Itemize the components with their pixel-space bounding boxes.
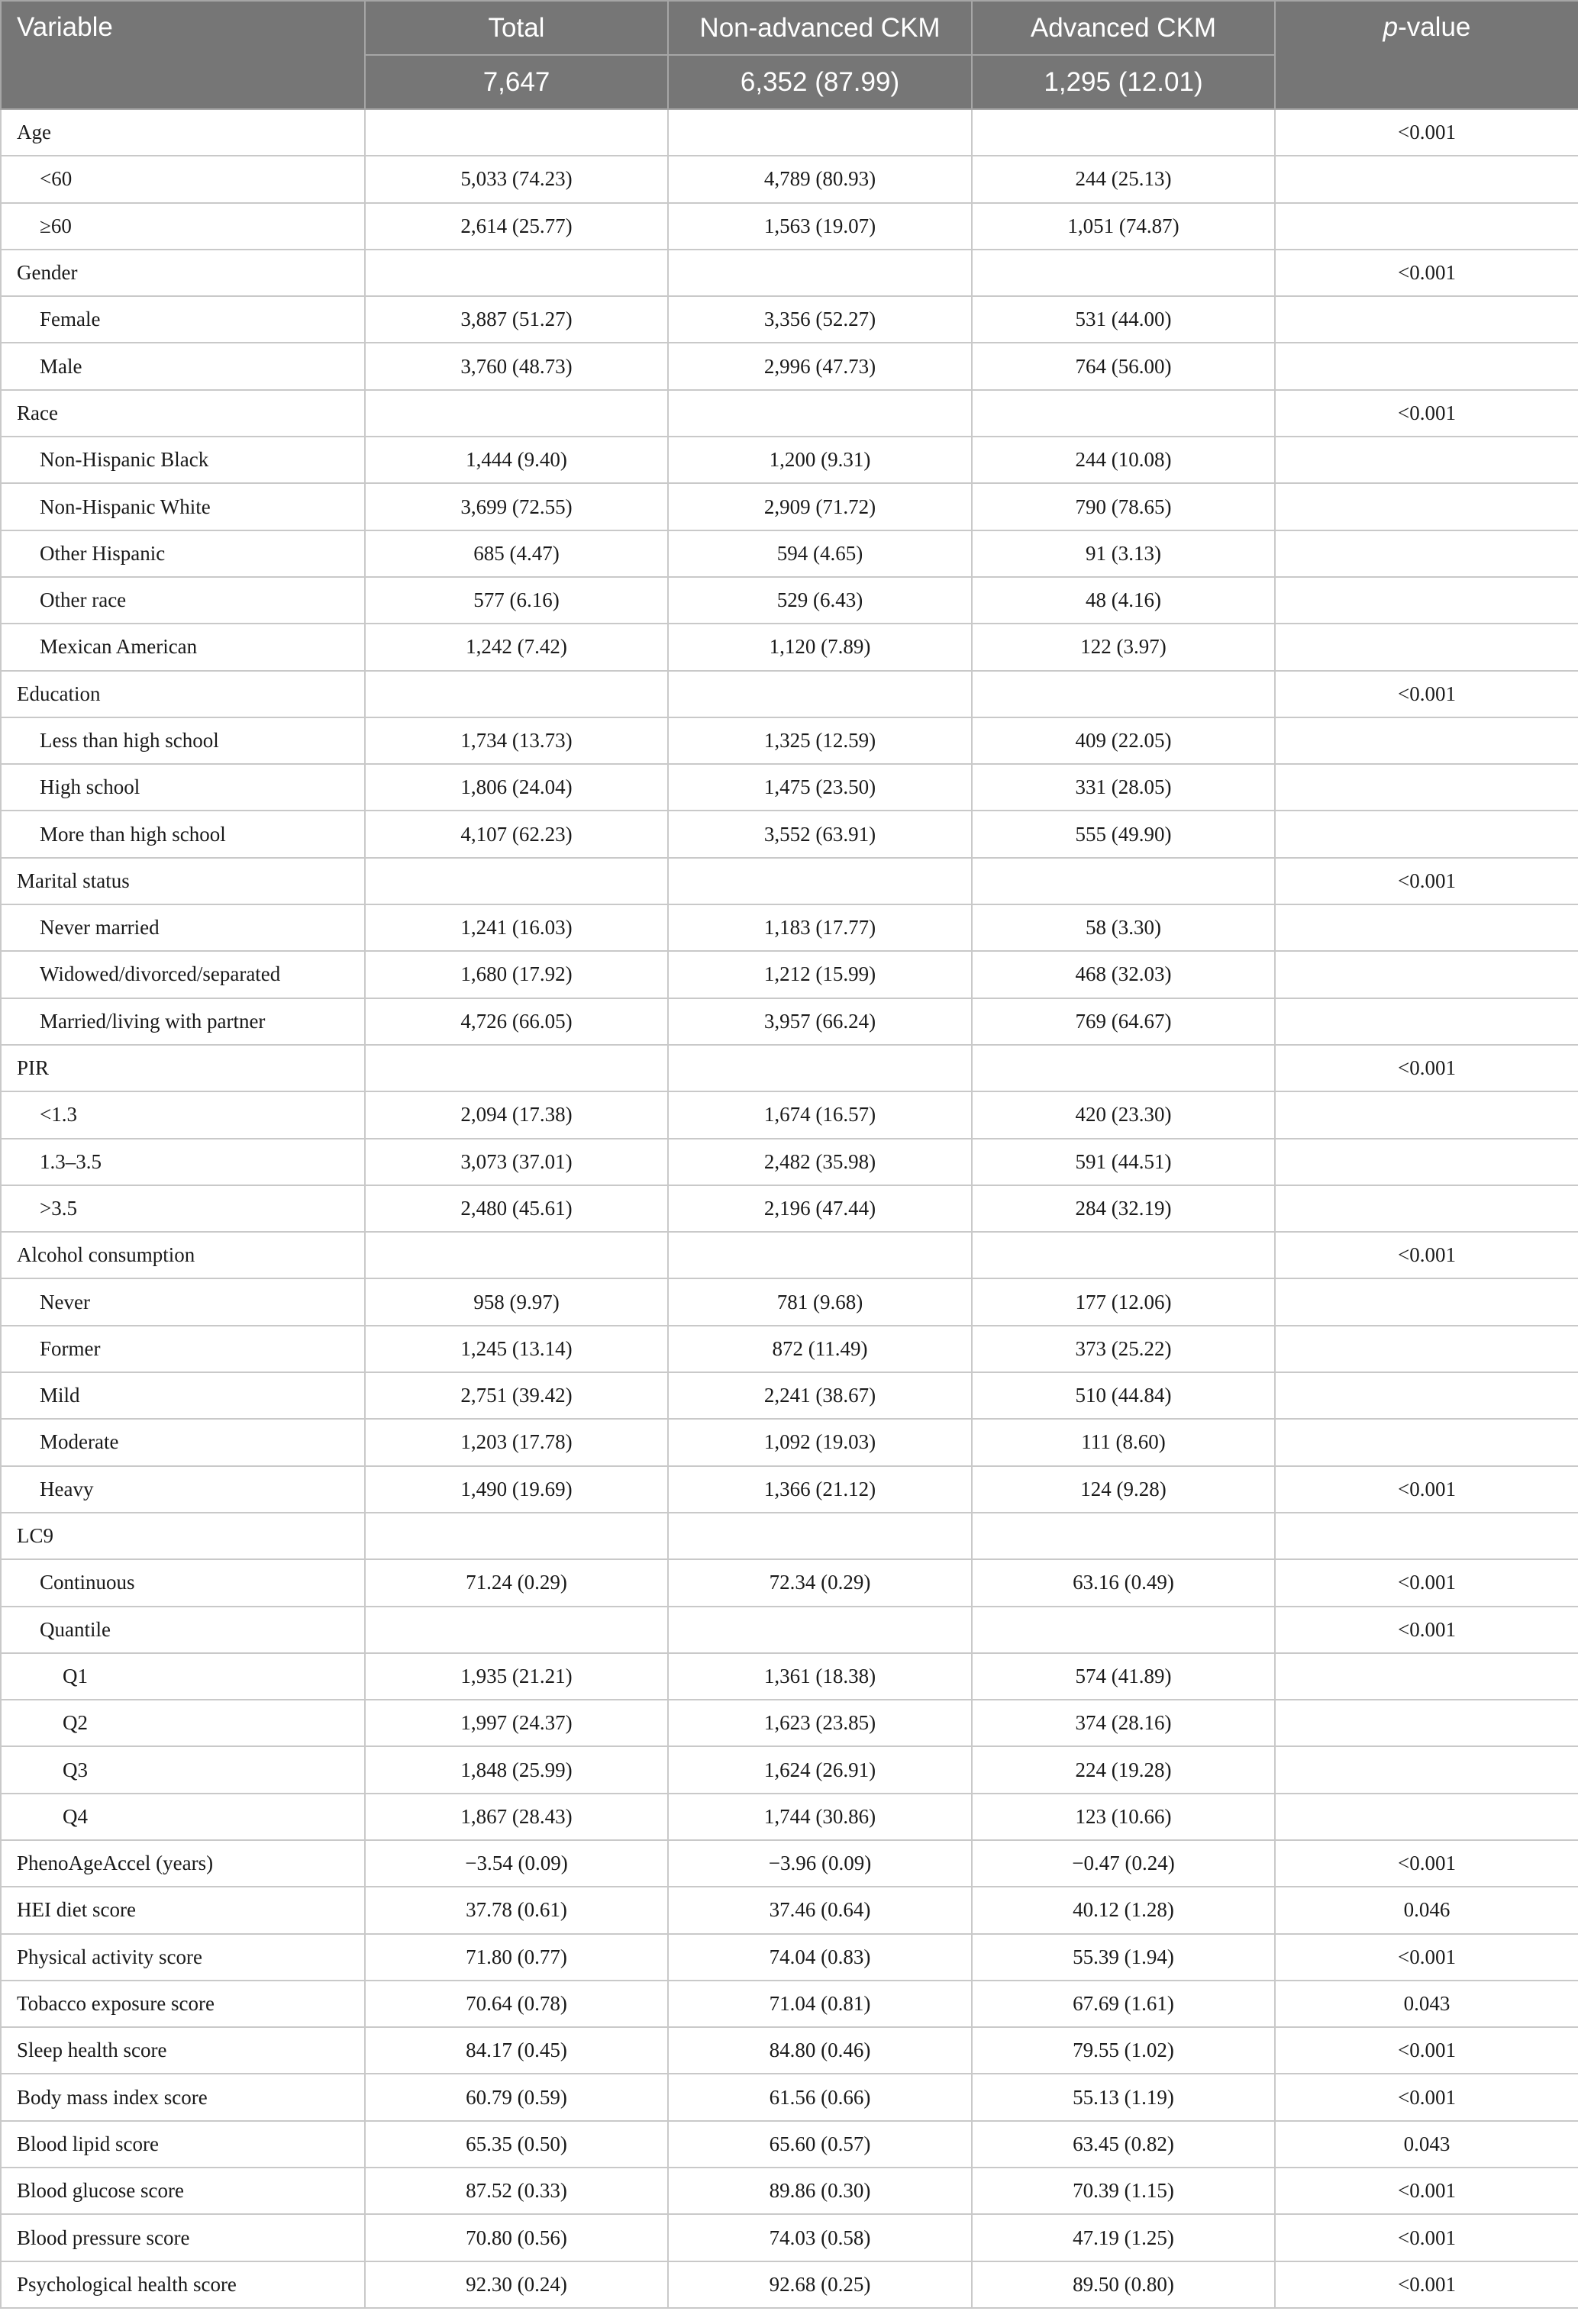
table-row bbox=[1, 530, 1578, 577]
row-label: Q2 bbox=[1, 1700, 365, 1746]
row-label: Education bbox=[1, 671, 365, 717]
table-row bbox=[1, 1372, 1578, 1419]
cell-advanced: 40.12 (1.28) bbox=[972, 1887, 1275, 1933]
table-row bbox=[1, 951, 1578, 998]
table-row bbox=[1, 1746, 1578, 1793]
cell-non-advanced: 3,356 (52.27) bbox=[668, 296, 972, 343]
table-row bbox=[1, 1466, 1578, 1513]
cell-total: 4,726 (66.05) bbox=[365, 998, 668, 1045]
cell-total bbox=[365, 1513, 668, 1559]
cell-total: 1,680 (17.92) bbox=[365, 951, 668, 998]
cell-total: 5,033 (74.23) bbox=[365, 156, 668, 202]
row-label: LC9 bbox=[1, 1513, 365, 1559]
header-p-rest: -value bbox=[1398, 12, 1471, 42]
header-variable: Variable bbox=[1, 1, 365, 109]
cell-non-advanced bbox=[668, 1607, 972, 1653]
cell-non-advanced: 2,909 (71.72) bbox=[668, 483, 972, 530]
cell-non-advanced: 1,563 (19.07) bbox=[668, 203, 972, 250]
cell-total: 1,245 (13.14) bbox=[365, 1326, 668, 1372]
cell-total: 4,107 (62.23) bbox=[365, 811, 668, 857]
row-label: Psychological health score bbox=[1, 2261, 365, 2308]
cell-total: 1,997 (24.37) bbox=[365, 1700, 668, 1746]
row-label: Widowed/divorced/separated bbox=[1, 951, 365, 998]
cell-advanced: 111 (8.60) bbox=[972, 1419, 1275, 1465]
table-row bbox=[1, 858, 1578, 904]
cell-total bbox=[365, 858, 668, 904]
header-n-advanced: 1,295 (12.01) bbox=[972, 55, 1275, 109]
table-row bbox=[1, 390, 1578, 437]
table-header bbox=[1, 1, 1578, 109]
cell-total: 60.79 (0.59) bbox=[365, 2074, 668, 2120]
cell-total: 1,734 (13.73) bbox=[365, 717, 668, 764]
table-row bbox=[1, 109, 1578, 156]
cell-p-value bbox=[1275, 1185, 1578, 1232]
cell-non-advanced: 4,789 (80.93) bbox=[668, 156, 972, 202]
cell-p-value bbox=[1275, 998, 1578, 1045]
cell-p-value bbox=[1275, 343, 1578, 389]
cell-non-advanced: 2,482 (35.98) bbox=[668, 1139, 972, 1185]
row-label: Less than high school bbox=[1, 717, 365, 764]
row-label: HEI diet score bbox=[1, 1887, 365, 1933]
table-row bbox=[1, 1232, 1578, 1278]
cell-total: 1,867 (28.43) bbox=[365, 1794, 668, 1840]
cell-advanced: 47.19 (1.25) bbox=[972, 2214, 1275, 2261]
table-row bbox=[1, 998, 1578, 1045]
cell-total: 84.17 (0.45) bbox=[365, 2027, 668, 2074]
table-row bbox=[1, 764, 1578, 811]
row-label: Tobacco exposure score bbox=[1, 1981, 365, 2027]
cell-total bbox=[365, 109, 668, 156]
cell-total bbox=[365, 1045, 668, 1091]
cell-advanced: 555 (49.90) bbox=[972, 811, 1275, 857]
row-label: <1.3 bbox=[1, 1091, 365, 1138]
row-label: Gender bbox=[1, 250, 365, 296]
cell-non-advanced: 1,183 (17.77) bbox=[668, 904, 972, 951]
cell-total: 2,480 (45.61) bbox=[365, 1185, 668, 1232]
cell-non-advanced: 1,212 (15.99) bbox=[668, 951, 972, 998]
cell-p-value bbox=[1275, 296, 1578, 343]
cell-p-value bbox=[1275, 624, 1578, 670]
cell-total bbox=[365, 671, 668, 717]
cell-total: 1,203 (17.78) bbox=[365, 1419, 668, 1465]
cell-advanced bbox=[972, 1045, 1275, 1091]
cell-advanced: 764 (56.00) bbox=[972, 343, 1275, 389]
table-row bbox=[1, 156, 1578, 202]
cell-total: 71.80 (0.77) bbox=[365, 1934, 668, 1981]
cell-advanced: 244 (25.13) bbox=[972, 156, 1275, 202]
cell-non-advanced bbox=[668, 671, 972, 717]
header-non-advanced: Non-advanced CKM bbox=[668, 1, 972, 55]
cell-p-value bbox=[1275, 904, 1578, 951]
table-row bbox=[1, 483, 1578, 530]
cell-p-value bbox=[1275, 1139, 1578, 1185]
cell-p-value bbox=[1275, 530, 1578, 577]
cell-advanced: 55.13 (1.19) bbox=[972, 2074, 1275, 2120]
row-label: PhenoAgeAccel (years) bbox=[1, 1840, 365, 1887]
table-row bbox=[1, 717, 1578, 764]
cell-total: 70.80 (0.56) bbox=[365, 2214, 668, 2261]
cell-p-value: <0.001 bbox=[1275, 250, 1578, 296]
cell-p-value: <0.001 bbox=[1275, 390, 1578, 437]
cell-p-value bbox=[1275, 1746, 1578, 1793]
cell-non-advanced: 1,120 (7.89) bbox=[668, 624, 972, 670]
cell-p-value: <0.001 bbox=[1275, 109, 1578, 156]
cell-advanced: 420 (23.30) bbox=[972, 1091, 1275, 1138]
cell-advanced bbox=[972, 1232, 1275, 1278]
row-label: Never married bbox=[1, 904, 365, 951]
cell-p-value bbox=[1275, 1653, 1578, 1700]
row-label: Q4 bbox=[1, 1794, 365, 1840]
cell-total: 1,444 (9.40) bbox=[365, 437, 668, 483]
cell-advanced bbox=[972, 390, 1275, 437]
cell-advanced bbox=[972, 1607, 1275, 1653]
cell-advanced: 55.39 (1.94) bbox=[972, 1934, 1275, 1981]
header-row-labels bbox=[1, 1, 1578, 55]
cell-non-advanced: 74.03 (0.58) bbox=[668, 2214, 972, 2261]
cell-non-advanced bbox=[668, 109, 972, 156]
cell-p-value: <0.001 bbox=[1275, 2214, 1578, 2261]
cell-total: 1,242 (7.42) bbox=[365, 624, 668, 670]
cell-non-advanced: 781 (9.68) bbox=[668, 1278, 972, 1325]
table-row bbox=[1, 1185, 1578, 1232]
cell-advanced: 531 (44.00) bbox=[972, 296, 1275, 343]
cell-non-advanced: 92.68 (0.25) bbox=[668, 2261, 972, 2308]
row-label: Former bbox=[1, 1326, 365, 1372]
cell-advanced: 67.69 (1.61) bbox=[972, 1981, 1275, 2027]
table-row bbox=[1, 1607, 1578, 1653]
cell-total: 958 (9.97) bbox=[365, 1278, 668, 1325]
cell-advanced: 122 (3.97) bbox=[972, 624, 1275, 670]
cell-p-value: <0.001 bbox=[1275, 1840, 1578, 1887]
cell-total: 577 (6.16) bbox=[365, 577, 668, 624]
header-p-value bbox=[1275, 1, 1578, 109]
row-label: Moderate bbox=[1, 1419, 365, 1465]
cell-advanced: 63.16 (0.49) bbox=[972, 1559, 1275, 1606]
cell-non-advanced: 2,196 (47.44) bbox=[668, 1185, 972, 1232]
table-row bbox=[1, 1700, 1578, 1746]
row-label: Marital status bbox=[1, 858, 365, 904]
cell-advanced: −0.47 (0.24) bbox=[972, 1840, 1275, 1887]
cell-p-value: 0.043 bbox=[1275, 1981, 1578, 2027]
row-label: Body mass index score bbox=[1, 2074, 365, 2120]
cell-total: 87.52 (0.33) bbox=[365, 2168, 668, 2214]
row-label: Blood glucose score bbox=[1, 2168, 365, 2214]
row-label: Race bbox=[1, 390, 365, 437]
cell-p-value bbox=[1275, 1326, 1578, 1372]
table-row bbox=[1, 1840, 1578, 1887]
header-n-total: 7,647 bbox=[365, 55, 668, 109]
cell-advanced: 58 (3.30) bbox=[972, 904, 1275, 951]
cell-advanced: 374 (28.16) bbox=[972, 1700, 1275, 1746]
cell-non-advanced: 37.46 (0.64) bbox=[668, 1887, 972, 1933]
cell-advanced: 373 (25.22) bbox=[972, 1326, 1275, 1372]
table-row bbox=[1, 577, 1578, 624]
cell-advanced bbox=[972, 250, 1275, 296]
header-total: Total bbox=[365, 1, 668, 55]
cell-advanced: 177 (12.06) bbox=[972, 1278, 1275, 1325]
cell-advanced bbox=[972, 1513, 1275, 1559]
header-n-non-advanced: 6,352 (87.99) bbox=[668, 55, 972, 109]
cell-non-advanced: 1,092 (19.03) bbox=[668, 1419, 972, 1465]
cell-non-advanced: 1,325 (12.59) bbox=[668, 717, 972, 764]
row-label: >3.5 bbox=[1, 1185, 365, 1232]
row-label: Never bbox=[1, 1278, 365, 1325]
cell-p-value: <0.001 bbox=[1275, 2027, 1578, 2074]
cell-non-advanced: 61.56 (0.66) bbox=[668, 2074, 972, 2120]
cell-total: 71.24 (0.29) bbox=[365, 1559, 668, 1606]
header-advanced: Advanced CKM bbox=[972, 1, 1275, 55]
table-row bbox=[1, 2027, 1578, 2074]
cell-total: 70.64 (0.78) bbox=[365, 1981, 668, 2027]
table-row bbox=[1, 1091, 1578, 1138]
cell-non-advanced: 2,996 (47.73) bbox=[668, 343, 972, 389]
cell-p-value: <0.001 bbox=[1275, 1232, 1578, 1278]
cell-advanced bbox=[972, 671, 1275, 717]
table-row bbox=[1, 624, 1578, 670]
table-row bbox=[1, 1326, 1578, 1372]
row-label: <60 bbox=[1, 156, 365, 202]
table-row bbox=[1, 904, 1578, 951]
cell-p-value bbox=[1275, 764, 1578, 811]
cell-non-advanced bbox=[668, 1232, 972, 1278]
table-row bbox=[1, 1045, 1578, 1091]
table-row bbox=[1, 671, 1578, 717]
row-label: Non-Hispanic White bbox=[1, 483, 365, 530]
row-label: Female bbox=[1, 296, 365, 343]
cell-non-advanced bbox=[668, 390, 972, 437]
cell-total: 1,935 (21.21) bbox=[365, 1653, 668, 1700]
table-row bbox=[1, 1559, 1578, 1606]
table-row bbox=[1, 437, 1578, 483]
cell-p-value: <0.001 bbox=[1275, 1607, 1578, 1653]
table-body bbox=[1, 109, 1578, 2308]
cell-advanced: 123 (10.66) bbox=[972, 1794, 1275, 1840]
row-label: Physical activity score bbox=[1, 1934, 365, 1981]
cell-advanced: 331 (28.05) bbox=[972, 764, 1275, 811]
cell-p-value bbox=[1275, 203, 1578, 250]
row-label: Age bbox=[1, 109, 365, 156]
cell-p-value bbox=[1275, 1278, 1578, 1325]
cell-non-advanced: 1,674 (16.57) bbox=[668, 1091, 972, 1138]
cell-total: 2,614 (25.77) bbox=[365, 203, 668, 250]
cell-p-value: <0.001 bbox=[1275, 2074, 1578, 2120]
cell-p-value bbox=[1275, 483, 1578, 530]
cell-non-advanced: 89.86 (0.30) bbox=[668, 2168, 972, 2214]
cell-advanced: 89.50 (0.80) bbox=[972, 2261, 1275, 2308]
cell-total: 3,887 (51.27) bbox=[365, 296, 668, 343]
table-row bbox=[1, 1653, 1578, 1700]
row-label: Continuous bbox=[1, 1559, 365, 1606]
cell-non-advanced: 3,957 (66.24) bbox=[668, 998, 972, 1045]
cell-total: 1,848 (25.99) bbox=[365, 1746, 668, 1793]
cell-total bbox=[365, 1232, 668, 1278]
cell-non-advanced: 2,241 (38.67) bbox=[668, 1372, 972, 1419]
cell-p-value: <0.001 bbox=[1275, 1934, 1578, 1981]
cell-p-value: <0.001 bbox=[1275, 2168, 1578, 2214]
cell-p-value: <0.001 bbox=[1275, 671, 1578, 717]
cell-advanced: 591 (44.51) bbox=[972, 1139, 1275, 1185]
cell-total: 1,806 (24.04) bbox=[365, 764, 668, 811]
cell-advanced bbox=[972, 109, 1275, 156]
cell-non-advanced: 1,624 (26.91) bbox=[668, 1746, 972, 1793]
cell-non-advanced: 594 (4.65) bbox=[668, 530, 972, 577]
cell-p-value: 0.043 bbox=[1275, 2121, 1578, 2168]
cell-advanced: 79.55 (1.02) bbox=[972, 2027, 1275, 2074]
cell-non-advanced bbox=[668, 1513, 972, 1559]
cell-advanced: 70.39 (1.15) bbox=[972, 2168, 1275, 2214]
cell-advanced: 48 (4.16) bbox=[972, 577, 1275, 624]
row-label: Other race bbox=[1, 577, 365, 624]
cell-p-value bbox=[1275, 1091, 1578, 1138]
cell-total bbox=[365, 390, 668, 437]
table-row bbox=[1, 2121, 1578, 2168]
cell-total: 37.78 (0.61) bbox=[365, 1887, 668, 1933]
cell-non-advanced: 65.60 (0.57) bbox=[668, 2121, 972, 2168]
row-label: Blood lipid score bbox=[1, 2121, 365, 2168]
cell-p-value: <0.001 bbox=[1275, 1466, 1578, 1513]
cell-non-advanced: 72.34 (0.29) bbox=[668, 1559, 972, 1606]
row-label: Mild bbox=[1, 1372, 365, 1419]
table-row bbox=[1, 1934, 1578, 1981]
cell-non-advanced: 3,552 (63.91) bbox=[668, 811, 972, 857]
cell-non-advanced: 1,475 (23.50) bbox=[668, 764, 972, 811]
row-label: Quantile bbox=[1, 1607, 365, 1653]
row-label: Q1 bbox=[1, 1653, 365, 1700]
cell-advanced: 224 (19.28) bbox=[972, 1746, 1275, 1793]
row-label: Married/living with partner bbox=[1, 998, 365, 1045]
cell-non-advanced: 529 (6.43) bbox=[668, 577, 972, 624]
cell-advanced: 468 (32.03) bbox=[972, 951, 1275, 998]
cell-p-value bbox=[1275, 1700, 1578, 1746]
table-row bbox=[1, 1513, 1578, 1559]
cell-non-advanced: 71.04 (0.81) bbox=[668, 1981, 972, 2027]
cell-non-advanced: 1,361 (18.38) bbox=[668, 1653, 972, 1700]
table-row bbox=[1, 296, 1578, 343]
table-row bbox=[1, 203, 1578, 250]
row-label: Mexican American bbox=[1, 624, 365, 670]
cell-non-advanced: 84.80 (0.46) bbox=[668, 2027, 972, 2074]
cell-p-value: <0.001 bbox=[1275, 858, 1578, 904]
cell-non-advanced: 74.04 (0.83) bbox=[668, 1934, 972, 1981]
row-label: Sleep health score bbox=[1, 2027, 365, 2074]
cell-advanced: 1,051 (74.87) bbox=[972, 203, 1275, 250]
table-row bbox=[1, 1278, 1578, 1325]
table-row bbox=[1, 1887, 1578, 1933]
cell-total: 92.30 (0.24) bbox=[365, 2261, 668, 2308]
cell-p-value: 0.046 bbox=[1275, 1887, 1578, 1933]
table-row bbox=[1, 2214, 1578, 2261]
cell-p-value bbox=[1275, 811, 1578, 857]
cell-p-value bbox=[1275, 951, 1578, 998]
cell-advanced: 409 (22.05) bbox=[972, 717, 1275, 764]
cell-total: 2,751 (39.42) bbox=[365, 1372, 668, 1419]
header-p-italic: p bbox=[1383, 12, 1399, 42]
cell-p-value bbox=[1275, 1372, 1578, 1419]
row-label: 1.3–3.5 bbox=[1, 1139, 365, 1185]
row-label: Q3 bbox=[1, 1746, 365, 1793]
cell-p-value bbox=[1275, 1513, 1578, 1559]
table-row bbox=[1, 1139, 1578, 1185]
cell-non-advanced: 1,200 (9.31) bbox=[668, 437, 972, 483]
cell-p-value bbox=[1275, 156, 1578, 202]
row-label: Male bbox=[1, 343, 365, 389]
cell-total bbox=[365, 250, 668, 296]
cell-total: 65.35 (0.50) bbox=[365, 2121, 668, 2168]
table-row bbox=[1, 2168, 1578, 2214]
row-label: Non-Hispanic Black bbox=[1, 437, 365, 483]
cell-advanced: 284 (32.19) bbox=[972, 1185, 1275, 1232]
row-label: ≥60 bbox=[1, 203, 365, 250]
cell-total: 685 (4.47) bbox=[365, 530, 668, 577]
row-label: High school bbox=[1, 764, 365, 811]
cell-total: 2,094 (17.38) bbox=[365, 1091, 668, 1138]
cell-advanced: 63.45 (0.82) bbox=[972, 2121, 1275, 2168]
cell-p-value: <0.001 bbox=[1275, 2261, 1578, 2308]
cell-p-value: <0.001 bbox=[1275, 1559, 1578, 1606]
row-label: Other Hispanic bbox=[1, 530, 365, 577]
cell-p-value bbox=[1275, 717, 1578, 764]
cell-p-value bbox=[1275, 1794, 1578, 1840]
cell-total: 3,760 (48.73) bbox=[365, 343, 668, 389]
table-row bbox=[1, 1419, 1578, 1465]
cell-p-value bbox=[1275, 437, 1578, 483]
table-row bbox=[1, 811, 1578, 857]
row-label: Alcohol consumption bbox=[1, 1232, 365, 1278]
cell-total: 3,699 (72.55) bbox=[365, 483, 668, 530]
cell-total: 1,490 (19.69) bbox=[365, 1466, 668, 1513]
table-row bbox=[1, 2261, 1578, 2308]
table-row bbox=[1, 1981, 1578, 2027]
cell-advanced: 574 (41.89) bbox=[972, 1653, 1275, 1700]
row-label: More than high school bbox=[1, 811, 365, 857]
cell-non-advanced: 872 (11.49) bbox=[668, 1326, 972, 1372]
cell-non-advanced bbox=[668, 250, 972, 296]
cell-total: 1,241 (16.03) bbox=[365, 904, 668, 951]
row-label: Blood pressure score bbox=[1, 2214, 365, 2261]
cell-advanced: 91 (3.13) bbox=[972, 530, 1275, 577]
row-label: Heavy bbox=[1, 1466, 365, 1513]
table-row bbox=[1, 250, 1578, 296]
cell-p-value bbox=[1275, 1419, 1578, 1465]
cell-non-advanced bbox=[668, 1045, 972, 1091]
row-label: PIR bbox=[1, 1045, 365, 1091]
cell-non-advanced: 1,623 (23.85) bbox=[668, 1700, 972, 1746]
cell-p-value: <0.001 bbox=[1275, 1045, 1578, 1091]
table-row bbox=[1, 343, 1578, 389]
cell-advanced: 790 (78.65) bbox=[972, 483, 1275, 530]
cell-non-advanced bbox=[668, 858, 972, 904]
cell-total bbox=[365, 1607, 668, 1653]
cell-non-advanced: 1,744 (30.86) bbox=[668, 1794, 972, 1840]
cell-advanced: 124 (9.28) bbox=[972, 1466, 1275, 1513]
table-row bbox=[1, 1794, 1578, 1840]
cell-advanced: 510 (44.84) bbox=[972, 1372, 1275, 1419]
cell-total: 3,073 (37.01) bbox=[365, 1139, 668, 1185]
cell-advanced bbox=[972, 858, 1275, 904]
cell-p-value bbox=[1275, 577, 1578, 624]
cell-advanced: 769 (64.67) bbox=[972, 998, 1275, 1045]
cell-non-advanced: −3.96 (0.09) bbox=[668, 1840, 972, 1887]
cell-total: −3.54 (0.09) bbox=[365, 1840, 668, 1887]
table-row bbox=[1, 2074, 1578, 2120]
cell-advanced: 244 (10.08) bbox=[972, 437, 1275, 483]
cell-non-advanced: 1,366 (21.12) bbox=[668, 1466, 972, 1513]
